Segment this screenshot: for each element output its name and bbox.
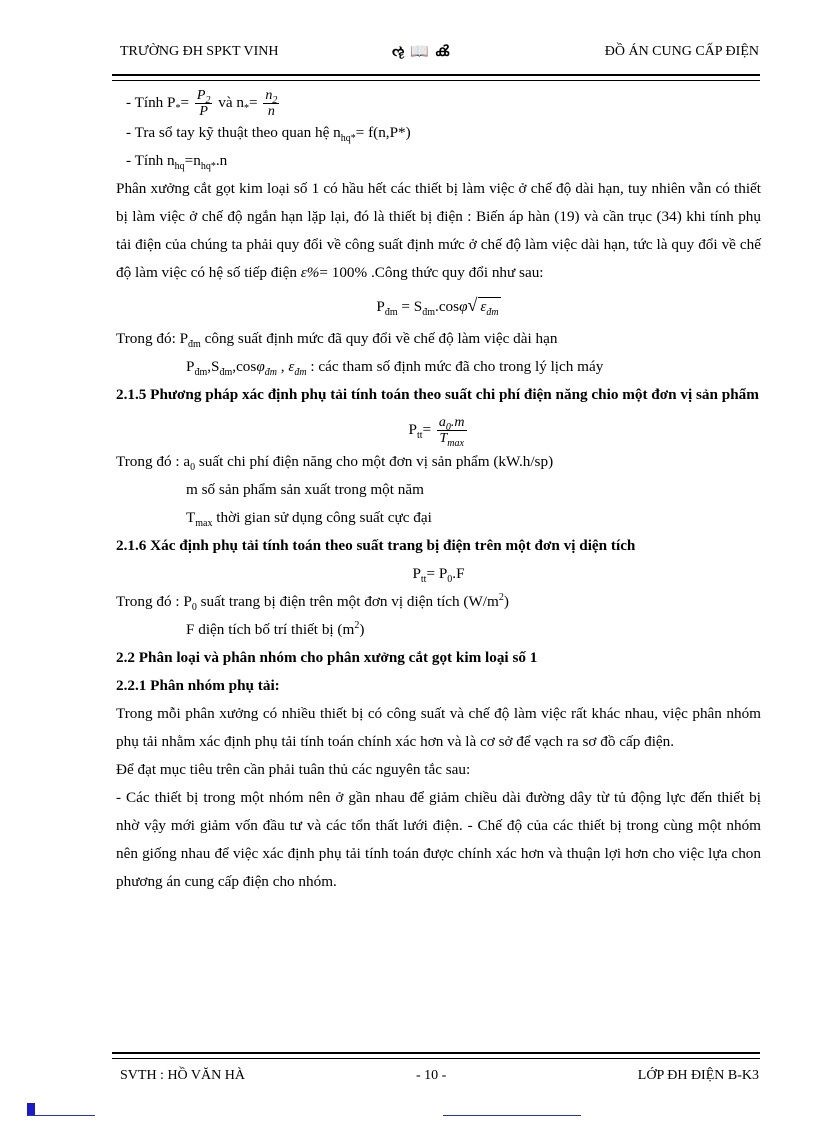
footer-student: SVTH : HỒ VĂN HÀ xyxy=(120,1068,245,1083)
definition-m: m số sản phẩm sản xuất trong một năm xyxy=(186,481,424,498)
heading-2-2-1: 2.2.1 Phân nhóm phụ tải: xyxy=(116,677,280,694)
definition-f: F diện tích bố trí thiết bị $(m^2)$ xyxy=(186,619,365,638)
footer-link-center[interactable] xyxy=(443,1115,581,1116)
page-number: - 10 - xyxy=(416,1068,447,1083)
paragraph-nguyen-tac: - Các thiết bị trong một nhóm nên ở gần nhau để giảm chiều dài đường dây từ tủ động lực đến thiết bị nhờ vậy mới giảm vốn đầu tư và các tổn thất lưới điện. - Chế độ của các thiết bị trong cùng một nhóm nên giống nhau để việc xác định phụ tải tính toán được chính xác hơn và thuận lợi hơn cho việc lựa chon phương án cung cấp điện cho nhóm. xyxy=(116,789,761,890)
link-marker-icon[interactable] xyxy=(27,1103,35,1115)
header-rule xyxy=(112,74,760,81)
formula-ptt-a0: $P_{tt}=$ $\frac{a_0.m}{T_{max}}$ xyxy=(408,415,465,449)
line-tra-so-tay: - Tra sổ tay kỹ thuật theo quan hệ $n_{hq*}= f(n,P*)$ xyxy=(126,124,411,145)
fraction-p2-p: $\frac{P_2}{P}$ xyxy=(196,88,211,119)
line-tinh-p: - Tính $P_*=$ $\frac{P_2}{P}$ và $n_*=$ $\frac{n_2}{n}$ xyxy=(126,88,278,119)
page-header xyxy=(114,44,759,68)
header-title: ĐỒ ÁN CUNG CẤP ĐIỆN xyxy=(604,44,759,59)
header-ornament: ૡ 📖 ൿ xyxy=(392,44,451,60)
definition-tmax: $T_{max}$ thời gian sử dụng công suất cực đại xyxy=(186,509,432,530)
paragraph-phan-nhom: Trong mỗi phân xưởng có nhiều thiết bị có công suất và chế độ làm việc rất khác nhau, việc phân nhóm phụ tải nhằm xác định phụ tải tính toán chính xác hơn và là cơ sở để vạch ra sơ đồ cấp điện. xyxy=(116,705,761,750)
formula-ptt-p0: $P_{tt}= P_0.F$ xyxy=(412,565,465,586)
footer-link-left[interactable] xyxy=(27,1115,95,1116)
definition-a0: Trong đó : $a_0$ suất chi phí điện năng cho một đơn vị sản phẩm (kW.h/sp) xyxy=(116,453,554,474)
line-tinh-nhq: - Tính $n_{hq}=n_{hq*}.n$ xyxy=(126,152,228,173)
page-footer xyxy=(114,1068,759,1088)
heading-2-1-6: 2.1.6 Xác định phụ tải tính toán theo suất trang bị điện trên một đơn vị diện tích xyxy=(116,537,636,554)
paragraph-quy-doi: Phân xưởng cắt gọt kim loại số 1 có hầu hết các thiết bị làm việc ở chế độ dài hạn, tuy nhiên vẫn có thiết bị làm việc ở chế độ ngắn hạn lặp lại, đó là thiết bị điện : Biến áp hàn (19) và cần trục (34) khi tính phụ tải điện của chúng ta phải quy đổi về công suất định mức ở chế độ làm việc dài hạn, tức là quy đổi về chế độ làm việc có hệ số tiếp điện ε%= 100% .Công thức quy đổi như sau: xyxy=(116,180,761,281)
paragraph-muc-tieu: Để đạt mục tiêu trên cần phải tuân thủ các nguyên tắc sau: xyxy=(116,761,471,778)
footer-class: LỚP ĐH ĐIỆN B-K3 xyxy=(637,1068,759,1083)
header-school: TRƯỜNG ĐH SPKT VINH xyxy=(120,44,279,59)
heading-2-2: 2.2 Phân loại và phân nhóm cho phân xưởng cắt gọt kim loại số 1 xyxy=(116,649,538,666)
definition-pdm: Trong đó: $P_{đm}$ công suất định mức đã quy đổi về chế độ làm việc dài hạn xyxy=(116,330,558,351)
fraction-n2-n: $\frac{n_2}{n}$ xyxy=(265,88,278,119)
footer-rule xyxy=(112,1052,760,1059)
definition-params: $P_{đm},S_{đm},\cos\varphi_{đm}$ , $\varepsilon_{đm}$ : các tham số định mức đã cho trong lý lịch máy xyxy=(186,358,604,379)
heading-2-1-5: 2.1.5 Phương pháp xác định phụ tải tính toán theo suất chi phí điện năng chio một đơn vị sản phẩm xyxy=(116,386,759,403)
formula-pdm: $P_{đm} = S_{đm}.\cos\varphi√$ $\varepsilon_{đm}$ xyxy=(376,295,499,319)
document-body xyxy=(116,88,761,896)
definition-p0: Trong đó : $P_0$ suất trang bị điện trên một đơn vị diện tích $(W/m^2)$ xyxy=(116,591,509,614)
